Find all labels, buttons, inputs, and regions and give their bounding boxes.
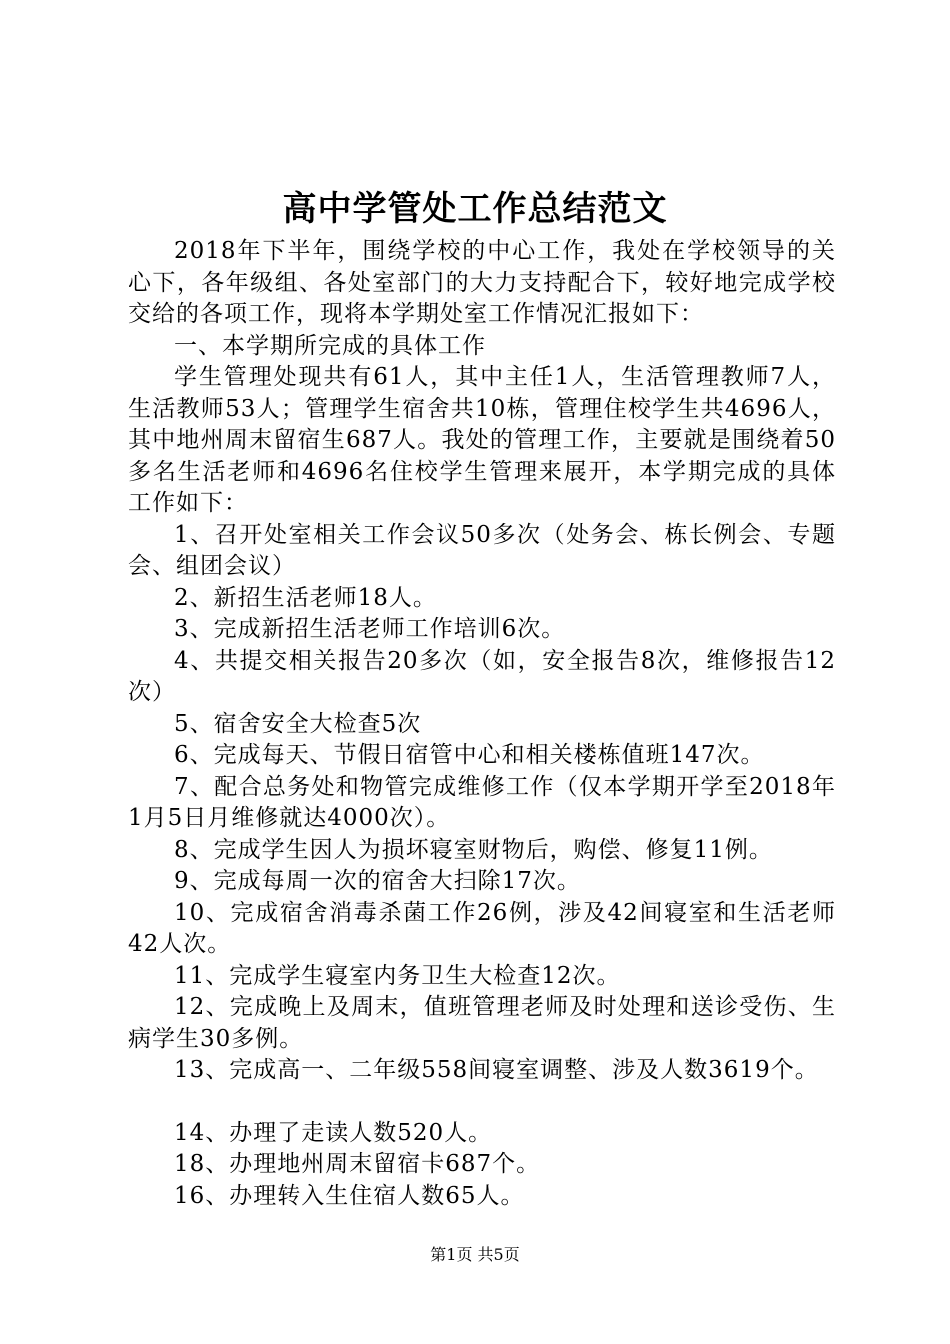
list-item: 14、办理了走读人数520人。 [174,1119,493,1146]
list-item: 2、新招生活老师18人。 [174,584,437,611]
intro-paragraph: 2018年下半年，围绕学校的中心工作，我处在学校领导的关心下，各年级组、各处室部门的大力支持配合下，较好地完成学校交给的各项工作，现将本学期处室工作情况汇报如下： [128,238,836,327]
overview-paragraph: 学生管理处现共有61人，其中主任1人，生活管理教师7人，生活教师53人；管理学生宿舍共10栋，管理住校学生共4696人，其中地州周末留宿生687人。我处的管理工作，主要就是围绕着50多名生活老师和4696名住校学生管理来展开，本学期完成的具体工作如下： [128,364,836,516]
list-item: 6、完成每天、节假日宿管中心和相关楼栋值班147次。 [174,742,765,768]
document-body [128,236,836,1212]
list-item: 8、完成学生因人为损坏寝室财物后，购偿、修复11例。 [174,836,773,863]
list-item: 7、配合总务处和物管完成维修工作（仅本学期开学至2018年1月5日月维修就达4000次）。 [128,773,836,831]
list-item: 11、完成学生寝室内务卫生大检查12次。 [174,962,621,989]
list-item: 13、完成高一、二年级558间寝室调整、涉及人数3619个。 [174,1057,819,1083]
list-item: 5、宿舍安全大检查5次 [174,710,422,737]
list-item: 9、完成每周一次的宿舍大扫除17次。 [174,868,581,894]
list-item: 10、完成宿舍消毒杀菌工作26例，涉及42间寝室和生活老师42人次。 [128,899,836,957]
list-item: 12、完成晚上及周末，值班管理老师及时处理和送诊受伤、生病学生30多例。 [128,994,836,1052]
page-number-footer: 第1页 共5页 [430,1245,520,1264]
list-item: 18、办理地州周末留宿卡687个。 [174,1151,541,1177]
list-item: 16、办理转入生住宿人数65人。 [174,1182,525,1209]
list-item: 4、共提交相关报告20多次（如，安全报告8次，维修报告12次） [128,647,836,705]
section-heading: 一、本学期所完成的具体工作 [174,332,486,359]
list-item: 3、完成新招生活老师工作培训6次。 [174,616,566,642]
document-title: 高中学管处工作总结范文 [282,189,668,229]
list-item: 1、召开处室相关工作会议50多次（处务会、栋长例会、专题会、组团会议） [128,521,836,579]
